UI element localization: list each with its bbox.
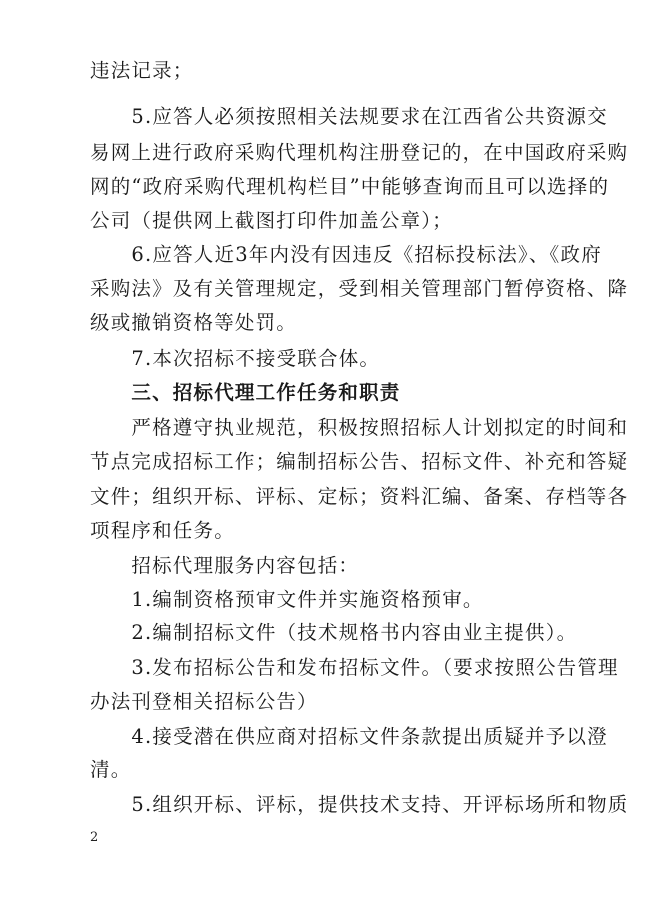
text-line: 级或撤销资格等处罚。 [90, 311, 298, 334]
text-line: 5.应答人必须按照相关法规要求在江西省公共资源交 [90, 105, 608, 128]
section-heading: 三、招标代理工作任务和职责 [90, 381, 401, 404]
text-line: 网的“政府采购代理机构栏目”中能够查询而且可以选择的 [90, 175, 610, 198]
text-line: 严格遵守执业规范，积极按照招标人计划拟定的时间和 [90, 416, 629, 439]
text-line: 3.发布招标公告和发布招标文件。（要求按照公告管理 [90, 656, 619, 679]
text-line: 易网上进行政府采购代理机构注册登记的，在中国政府采购 [90, 141, 629, 164]
text-line: 1.编制资格预审文件并实施资格预审。 [90, 588, 484, 611]
text-line: 违法记录； [90, 59, 194, 82]
text-line: 5.组织开标、评标，提供技术支持、开评标场所和物质 [90, 793, 629, 816]
text-line: 办法刊登相关招标公告） [90, 690, 318, 713]
text-line: 文件；组织开标、评标、定标；资料汇编、备案、存档等各 [90, 485, 629, 508]
text-line: 节点完成招标工作；编制招标公告、招标文件、补充和答疑 [90, 450, 629, 473]
text-line: 4.接受潜在供应商对招标文件条款提出质疑并予以澄 [90, 725, 608, 748]
text-line: 公司（提供网上截图打印件加盖公章）； [90, 209, 453, 232]
text-line: 7.本次招标不接受联合体。 [90, 347, 381, 370]
text-line: 6.应答人近3年内没有因违反《招标投标法》、《政府 [90, 243, 602, 266]
page-number: 2 [90, 830, 99, 845]
text-line: 项程序和任务。 [90, 519, 235, 542]
text-line: 招标代理服务内容包括： [90, 554, 360, 577]
text-line: 清。 [90, 758, 132, 781]
text-line: 2.编制招标文件（技术规格书内容由业主提供）。 [90, 621, 578, 644]
text-line: 采购法》及有关管理规定，受到相关管理部门暂停资格、降 [90, 277, 629, 300]
